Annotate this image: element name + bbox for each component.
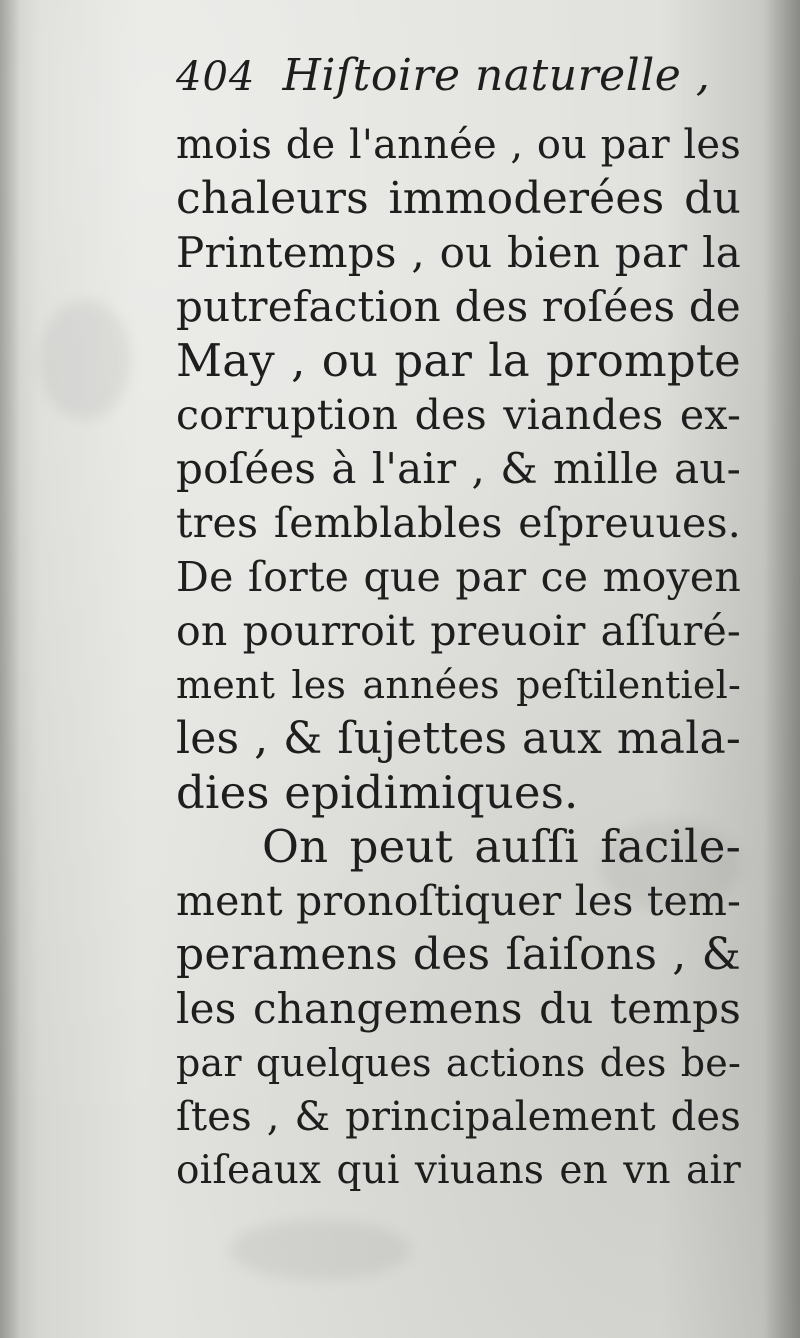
paper-stain [40,300,130,420]
text-line: par quelques actions des be- [176,1041,741,1085]
text-line: dies epidimiques. [176,766,579,819]
text-line-paragraph-start: On peut auſſi facile- [262,820,741,873]
text-line: ſtes , & principalement des [176,1094,741,1140]
spine-shadow [764,0,800,1338]
paper-stain [230,1220,410,1280]
text-line: peramens des ſaiſons , & [176,929,741,980]
body-text [176,118,741,1198]
text-line: May , ou par la prompte [176,334,741,387]
text-line: ment les années peſtilentiel- [176,663,741,707]
text-line: corruption des viandes ex- [176,391,741,439]
text-line: les changemens du temps [176,984,741,1033]
text-line: ment pronoſtiquer les tem- [176,877,742,925]
text-line: tres ſemblables eſpreuues. [176,499,741,547]
page-header [176,50,736,120]
text-line: Printemps , ou bien par la [176,228,741,277]
text-line: De ſorte que par ce moyen [176,553,741,601]
text-line: chaleurs immoderées du [176,173,741,224]
text-line: les , & ſujettes aux mala- [176,713,741,764]
text-line: putrefaction des roſées de [176,282,741,331]
page-number: 404 [176,54,256,100]
text-line: mois de l'année , ou par les [176,122,741,168]
text-line: oiſeaux qui viuans en vn air [176,1148,741,1193]
page-edge-shadow [0,0,20,1338]
text-line: poſées à l'air , & mille au- [176,444,741,493]
running-title: Hiſtoire naturelle , [282,50,711,101]
text-line: on pourroit preuoir aſſuré- [176,607,741,655]
